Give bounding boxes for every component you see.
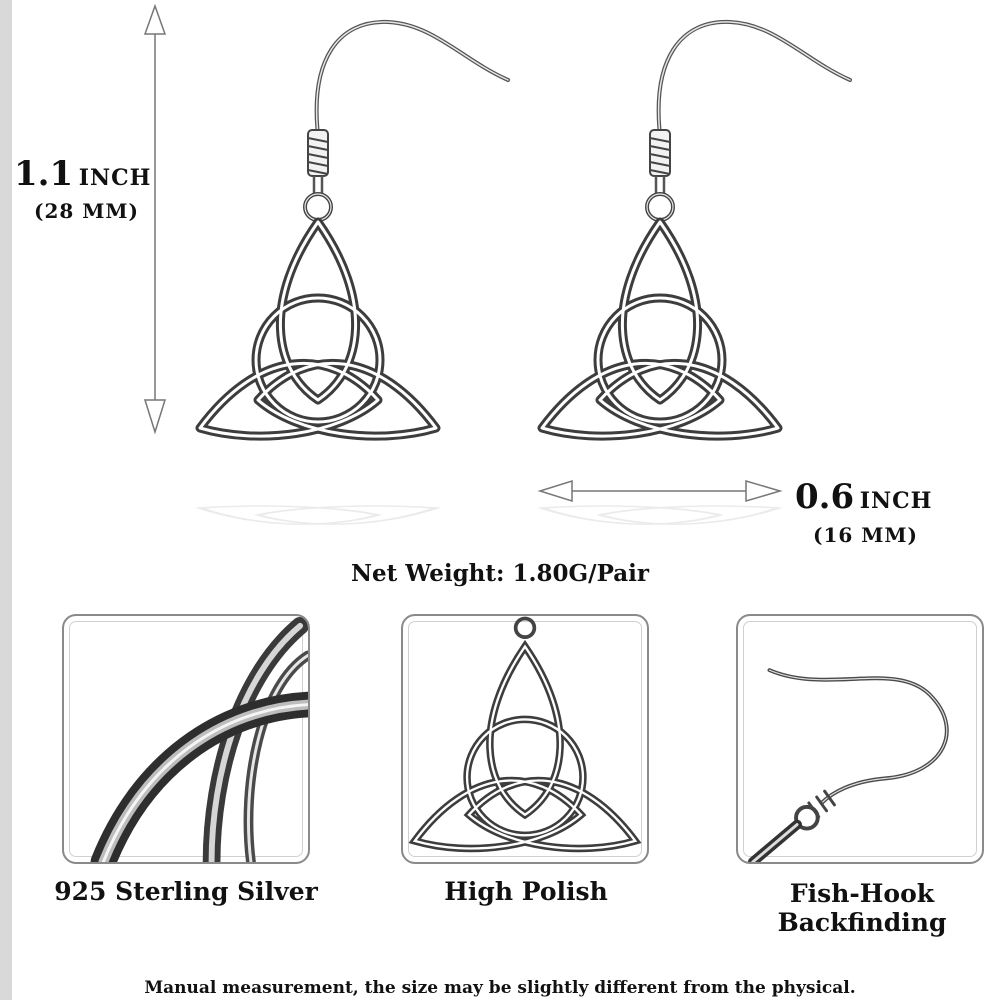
width-value: 0.6 — [795, 477, 855, 517]
net-weight: Net Weight: 1.80G/Pair — [350, 560, 650, 587]
caption-sterling-silver: 925 Sterling Silver — [54, 877, 318, 906]
caption-fish-hook-line2: Backfinding — [777, 907, 947, 937]
width-label — [795, 477, 933, 517]
trinity-knot-icon — [403, 616, 647, 862]
feature-panel-polish — [401, 614, 649, 864]
fish-hook-icon — [738, 616, 982, 862]
width-unit: INCH — [859, 488, 933, 514]
height-label — [14, 154, 152, 194]
caption-high-polish: High Polish — [444, 877, 608, 906]
height-mm: (28 MM) — [34, 199, 139, 223]
height-dimension-arrow — [145, 6, 165, 432]
caption-fish-hook-line1: Fish-Hook — [789, 879, 935, 908]
feature-panel-silver — [62, 614, 310, 864]
measurement-footnote: Manual measurement, the size may be slightly different from the physical. — [144, 978, 856, 998]
caption-fish-hook — [716, 880, 1000, 938]
height-value: 1.1 — [14, 154, 74, 194]
width-dimension-arrow — [540, 481, 780, 501]
feature-panel-hook — [736, 614, 984, 864]
width-mm: (16 MM) — [813, 523, 918, 547]
metal-closeup-icon — [64, 616, 308, 862]
height-unit: INCH — [78, 165, 152, 191]
